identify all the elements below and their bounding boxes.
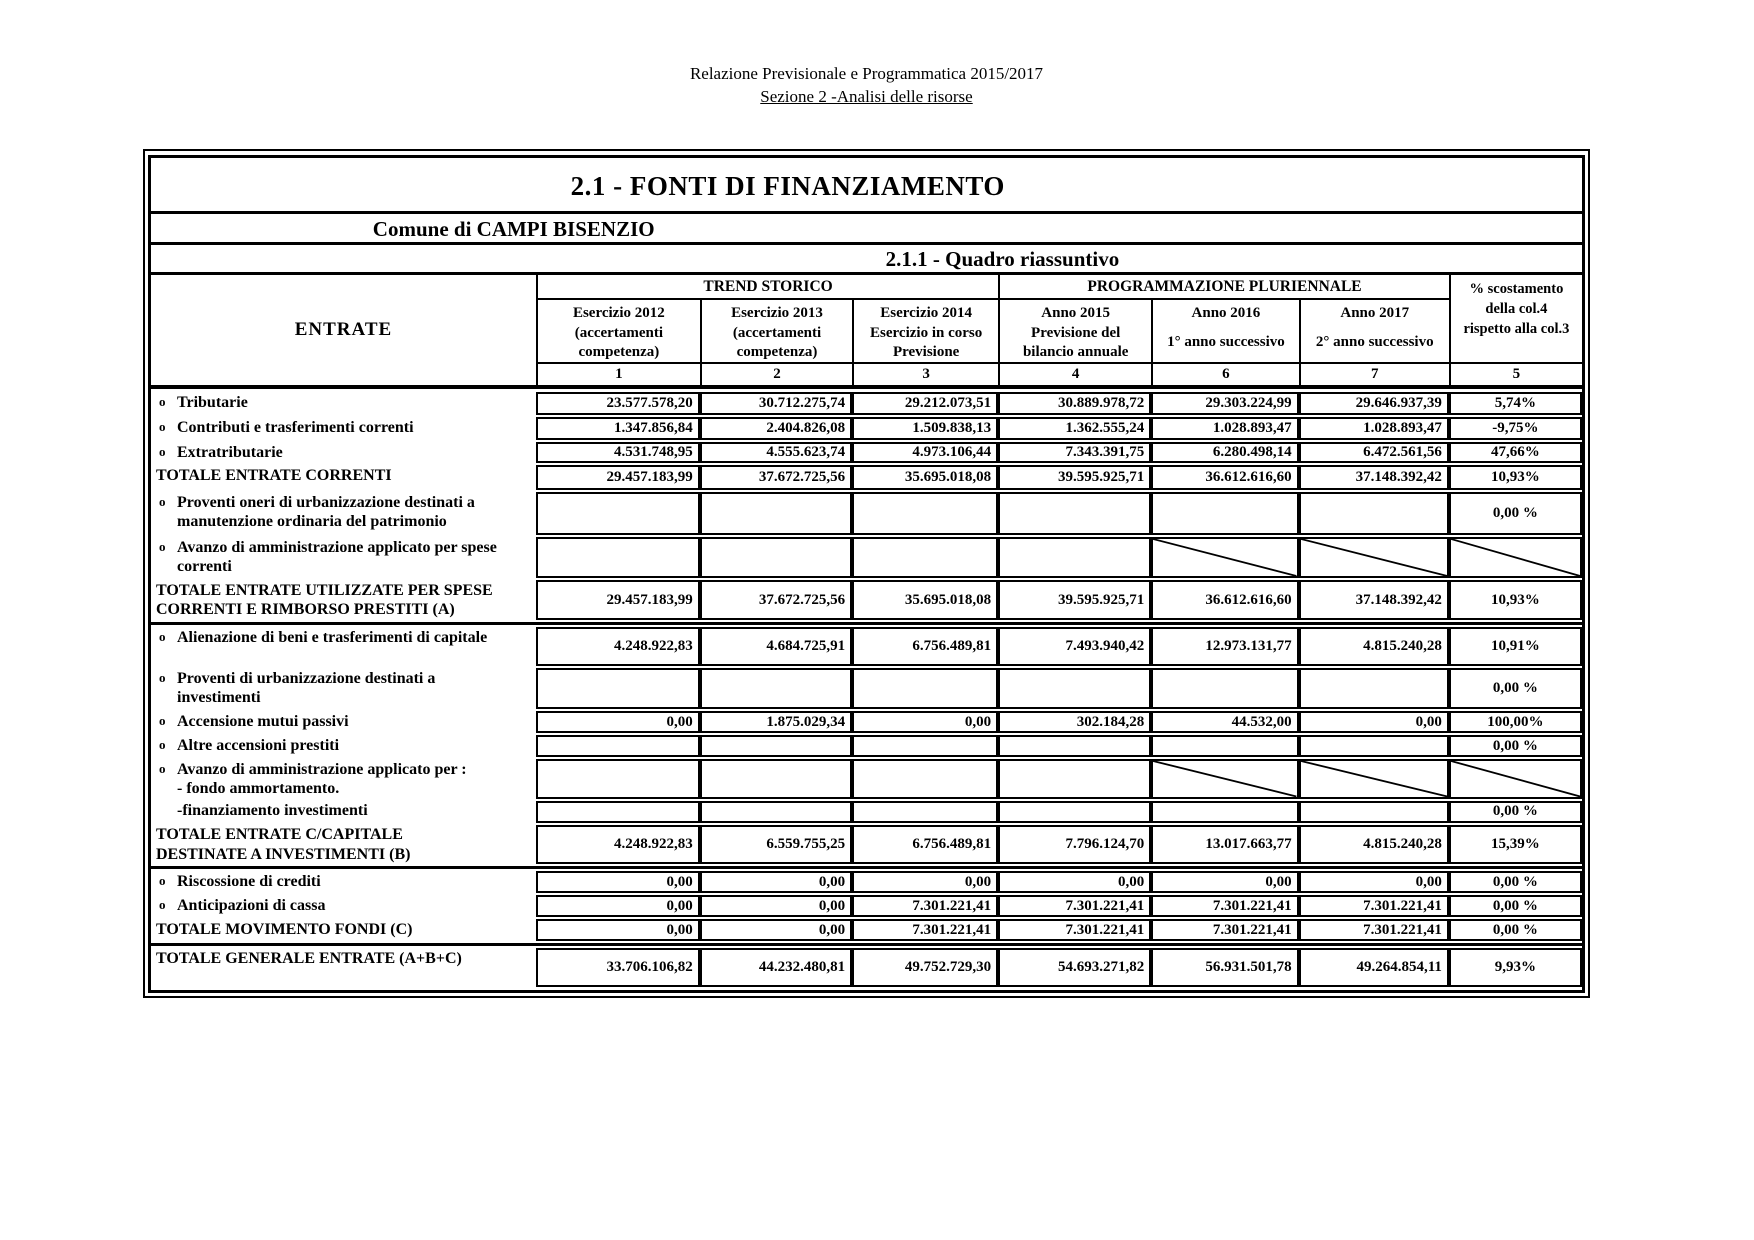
row-label-line: TOTALE ENTRATE CORRENTI: [156, 466, 392, 484]
table-row: [151, 465, 1582, 490]
cell-value: 37.148.392,42: [1299, 465, 1449, 490]
cell-value: 0,00: [700, 871, 852, 893]
row-label: [151, 919, 536, 941]
cell-value: 7.301.221,41: [1299, 919, 1449, 941]
column-header: [1151, 300, 1298, 364]
row-label-line: manutenzione ordinaria del patrimonio: [177, 513, 447, 530]
table-row: [151, 392, 1582, 415]
cell-percent: 0,00 %: [1449, 801, 1582, 823]
table-row: [151, 735, 1582, 757]
cell-value: 0,00: [536, 711, 700, 733]
section-title: 2.1.1 - Quadro riassuntivo: [151, 245, 1582, 275]
cell-value: 35.695.018,08: [852, 465, 998, 490]
cell-value: 1.028.893,47: [1151, 417, 1298, 440]
cell-value: 7.301.221,41: [852, 895, 998, 917]
row-label-line: Accensione mutui passivi: [177, 712, 349, 730]
row-label-line: investimenti: [177, 689, 261, 706]
bullet-icon: o: [159, 444, 166, 459]
row-label: [151, 711, 536, 733]
table-row: [151, 417, 1582, 440]
cell-percent: 47,66%: [1449, 442, 1582, 463]
cell-value: [852, 668, 998, 709]
row-label-text: [156, 919, 412, 939]
cell-percent: 0,00 %: [1449, 735, 1582, 757]
pct-header-line: rispetto alla col.3: [1463, 321, 1570, 337]
row-label: [151, 871, 536, 893]
column-header: [852, 300, 998, 364]
column-header-title: Esercizio 2012: [572, 305, 665, 321]
cell-value: 49.752.729,30: [852, 948, 998, 987]
row-label-text: [177, 417, 414, 437]
column-header-sub: [733, 324, 821, 362]
cell-value: 4.684.725,91: [700, 627, 852, 666]
cell-percent: -9,75%: [1449, 417, 1582, 440]
column-number: 7: [1299, 364, 1449, 385]
table-row: [151, 537, 1582, 578]
row-label-line: Extratributarie: [177, 443, 283, 461]
trend-storico-group-header: TREND STORICO: [536, 275, 998, 300]
table-row: [151, 871, 1582, 893]
cell-value: 7.301.221,41: [852, 919, 998, 941]
cell-value: 7.301.221,41: [1151, 895, 1298, 917]
table-row: [151, 442, 1582, 463]
bullet-icon: o: [159, 897, 166, 912]
cell-value: 7.301.221,41: [998, 895, 1151, 917]
cell-value: 36.612.616,60: [1151, 465, 1298, 490]
row-label-line: Proventi di urbanizzazione destinati a: [177, 669, 436, 687]
row-label-text: [177, 711, 349, 731]
cell-value: [536, 759, 700, 799]
bullet-icon: o: [159, 761, 166, 776]
row-label: [151, 759, 536, 799]
cell-value: 7.796.124,70: [998, 825, 1151, 865]
page-header: [143, 62, 1590, 108]
row-label: [151, 825, 536, 865]
row-label-line: TOTALE ENTRATE UTILIZZATE PER SPESE: [156, 581, 493, 599]
column-header-title: Esercizio 2014: [880, 305, 973, 321]
cell-value: 39.595.925,71: [998, 580, 1151, 620]
cell-value: 6.472.561,56: [1299, 442, 1449, 463]
cell-value: [536, 668, 700, 709]
cell-value: [998, 735, 1151, 757]
cell-value: 30.712.275,74: [700, 392, 852, 415]
bullet-icon: o: [159, 713, 166, 728]
cell-value: 36.612.616,60: [1151, 580, 1298, 620]
bullet-icon: o: [159, 873, 166, 888]
column-header-sub: [870, 324, 982, 362]
row-label-line: Tributarie: [177, 393, 248, 411]
cell-value: 0,00: [536, 871, 700, 893]
municipality-subtitle: Comune di CAMPI BISENZIO: [151, 214, 1582, 245]
cell-percent: [1449, 759, 1582, 799]
page-header-line2: Sezione 2 -Analisi delle risorse: [760, 87, 973, 106]
cell-value: 0,00: [1299, 871, 1449, 893]
column-header-sub-line: competenza): [736, 343, 818, 360]
cell-percent: 9,93%: [1449, 948, 1582, 987]
row-label-line: TOTALE ENTRATE C/CAPITALE: [156, 826, 403, 843]
row-label-line: Contributi e trasferimenti correnti: [177, 418, 414, 436]
table-row: [151, 580, 1582, 625]
cell-value: [1299, 759, 1449, 799]
cell-value: 1.875.029,34: [700, 711, 852, 733]
cell-value: 29.646.937,39: [1299, 392, 1449, 415]
table-row: [151, 759, 1582, 799]
cell-value: [1151, 735, 1298, 757]
row-label-text: [156, 948, 462, 968]
cell-value: [998, 537, 1151, 578]
cell-value: [998, 759, 1151, 799]
cell-value: 23.577.578,20: [536, 392, 700, 415]
cell-value: [1299, 735, 1449, 757]
cell-value: [852, 801, 998, 823]
cell-value: [536, 492, 700, 535]
cell-percent: 15,39%: [1449, 825, 1582, 865]
cell-value: [700, 492, 852, 535]
cell-value: 1.028.893,47: [1299, 417, 1449, 440]
column-header-sub-line: Esercizio in corso: [870, 324, 983, 341]
row-label-text: [156, 580, 493, 620]
row-label: [151, 417, 536, 440]
row-label-text: [177, 492, 475, 532]
row-label: [151, 627, 536, 666]
cell-value: [700, 668, 852, 709]
pct-deviation-header: [1449, 275, 1582, 364]
cell-value: [1151, 759, 1298, 799]
row-label-text: [177, 735, 339, 755]
pct-header-line: della col.4: [1485, 301, 1548, 317]
table-header: [151, 275, 1582, 389]
diagonal-strike: [1451, 539, 1580, 576]
cell-value: 29.457.183,99: [536, 580, 700, 620]
cell-value: [998, 492, 1151, 535]
cell-value: [1151, 492, 1298, 535]
pct-header-line: % scostamento: [1469, 281, 1564, 297]
row-label: [151, 392, 536, 415]
column-header-title: Anno 2015: [1041, 305, 1111, 321]
cell-value: 7.301.221,41: [1151, 919, 1298, 941]
cell-value: [998, 801, 1151, 823]
table-row: [151, 492, 1582, 535]
cell-value: 7.301.221,41: [1299, 895, 1449, 917]
cell-value: 6.756.489,81: [852, 825, 998, 865]
table-row: [151, 668, 1582, 709]
cell-percent: 0,00 %: [1449, 919, 1582, 941]
cell-value: 44.232.480,81: [700, 948, 852, 987]
column-number: 2: [700, 364, 852, 385]
row-label-line: Anticipazioni di cassa: [177, 896, 326, 914]
row-label-text: [156, 465, 392, 485]
column-header: [700, 300, 852, 364]
diagonal-strike: [1153, 539, 1296, 576]
cell-value: [700, 537, 852, 578]
row-label: [151, 580, 536, 620]
row-label: [151, 492, 536, 535]
table-title: 2.1 - FONTI DI FINANZIAMENTO: [151, 158, 1582, 214]
diagonal-strike: [1451, 761, 1580, 797]
bullet-icon: o: [159, 419, 166, 434]
cell-value: 33.706.106,82: [536, 948, 700, 987]
cell-value: 29.303.224,99: [1151, 392, 1298, 415]
cell-value: 4.973.106,44: [852, 442, 998, 463]
cell-value: 30.889.978,72: [998, 392, 1151, 415]
row-label: [151, 442, 536, 463]
cell-value: [536, 735, 700, 757]
diagonal-strike: [1301, 761, 1447, 797]
cell-value: [852, 759, 998, 799]
cell-value: 7.493.940,42: [998, 627, 1151, 666]
row-label: [151, 465, 536, 490]
column-number: 3: [852, 364, 998, 385]
row-label-text: [177, 801, 368, 821]
table-outer-frame: [143, 149, 1590, 998]
row-label: [151, 537, 536, 578]
cell-value: [1151, 668, 1298, 709]
cell-percent: 0,00 %: [1449, 871, 1582, 893]
cell-value: 2.404.826,08: [700, 417, 852, 440]
cell-value: 54.693.271,82: [998, 948, 1151, 987]
column-header-sub: [1316, 333, 1434, 352]
row-label-text: [177, 442, 283, 462]
column-header-sub-line: Previsione del: [1031, 324, 1121, 341]
cell-value: [852, 492, 998, 535]
cell-value: 37.672.725,56: [700, 580, 852, 620]
cell-value: 1.509.838,13: [852, 417, 998, 440]
cell-value: 6.559.755,25: [700, 825, 852, 865]
row-label-text: [177, 759, 467, 799]
row-label-text: [177, 871, 321, 891]
page-header-line1: Relazione Previsionale e Programmatica 2015/2017: [689, 64, 1044, 83]
table-row: [151, 627, 1582, 666]
row-label: [151, 801, 536, 823]
row-label: [151, 895, 536, 917]
cell-value: 0,00: [536, 895, 700, 917]
row-label-text: [177, 537, 497, 577]
cell-value: [700, 801, 852, 823]
row-label-line: Avanzo di amministrazione applicato per spese: [177, 538, 497, 556]
cell-value: [852, 537, 998, 578]
row-label-line: Proventi oneri di urbanizzazione destinati a: [177, 493, 475, 511]
bullet-icon: o: [159, 494, 166, 509]
column-header-title: Esercizio 2013: [731, 305, 823, 321]
cell-value: [852, 735, 998, 757]
row-label-text: [156, 825, 410, 865]
column-header-sub-line: (accertamenti: [732, 324, 822, 341]
cell-value: 7.301.221,41: [998, 919, 1151, 941]
table-row: [151, 801, 1582, 823]
cell-percent: 10,93%: [1449, 465, 1582, 490]
column-header-sub: [1167, 333, 1285, 352]
cell-value: 39.595.925,71: [998, 465, 1151, 490]
column-header-sub-line: Previsione: [892, 343, 960, 360]
bullet-icon: o: [159, 737, 166, 752]
cell-percent: 0,00 %: [1449, 492, 1582, 535]
cell-value: 12.973.131,77: [1151, 627, 1298, 666]
cell-value: 44.532,00: [1151, 711, 1298, 733]
column-header-title: Anno 2017: [1340, 305, 1410, 321]
row-label: [151, 668, 536, 709]
column-header-sub-line: 2° anno successivo: [1315, 334, 1434, 350]
cell-value: [1299, 492, 1449, 535]
cell-value: [1299, 801, 1449, 823]
cell-percent: 100,00%: [1449, 711, 1582, 733]
column-number: 4: [998, 364, 1151, 385]
cell-value: 0,00: [1151, 871, 1298, 893]
column-header-sub-line: competenza): [578, 343, 660, 360]
bullet-icon: o: [159, 670, 166, 685]
column-header-sub-line: (accertamenti: [574, 324, 663, 341]
table-row: [151, 825, 1582, 870]
cell-value: 1.362.555,24: [998, 417, 1151, 440]
cell-value: 7.343.391,75: [998, 442, 1151, 463]
column-header-sub-line: 1° anno successivo: [1167, 334, 1285, 350]
row-label-line: Alienazione di beni e trasferimenti di capitale: [177, 628, 488, 646]
cell-value: 49.264.854,11: [1299, 948, 1449, 987]
row-label-line: DESTINATE A INVESTIMENTI (B): [156, 845, 411, 863]
cell-value: [700, 735, 852, 757]
cell-percent: [1449, 537, 1582, 578]
cell-value: 37.148.392,42: [1299, 580, 1449, 620]
cell-value: 4.531.748,95: [536, 442, 700, 463]
column-number: 6: [1151, 364, 1298, 385]
table-row: [151, 948, 1582, 987]
row-label-line: Avanzo di amministrazione applicato per :: [177, 760, 467, 778]
cell-value: 0,00: [700, 895, 852, 917]
cell-value: [1151, 537, 1298, 578]
diagonal-strike: [1153, 761, 1296, 797]
cell-value: 4.555.623,74: [700, 442, 852, 463]
cell-value: [998, 668, 1151, 709]
column-number: 5: [1449, 364, 1582, 385]
cell-value: [536, 801, 700, 823]
row-label-line: TOTALE GENERALE ENTRATE (A+B+C): [156, 949, 462, 967]
cell-value: 1.347.856,84: [536, 417, 700, 440]
cell-value: 35.695.018,08: [852, 580, 998, 620]
column-header: [998, 300, 1151, 364]
cell-value: 4.248.922,83: [536, 627, 700, 666]
column-header-sub-line: bilancio annuale: [1022, 343, 1129, 360]
cell-value: 6.280.498,14: [1151, 442, 1298, 463]
cell-value: 0,00: [998, 871, 1151, 893]
bullet-icon: o: [159, 539, 166, 554]
cell-value: 0,00: [852, 871, 998, 893]
column-header: [536, 300, 700, 364]
cell-value: [536, 537, 700, 578]
cell-percent: 10,91%: [1449, 627, 1582, 666]
cell-value: 56.931.501,78: [1151, 948, 1298, 987]
table-row: [151, 895, 1582, 917]
row-label-line: Riscossione di crediti: [177, 872, 321, 890]
cell-value: 0,00: [852, 711, 998, 733]
cell-value: [1299, 668, 1449, 709]
column-header-sub: [575, 324, 663, 362]
bullet-icon: o: [159, 629, 166, 644]
cell-value: 4.815.240,28: [1299, 627, 1449, 666]
cell-value: 0,00: [700, 919, 852, 941]
cell-percent: 5,74%: [1449, 392, 1582, 415]
row-label-line: -finanziamento investimenti: [177, 802, 368, 819]
cell-value: [1151, 801, 1298, 823]
cell-value: 302.184,28: [998, 711, 1151, 733]
row-label: [151, 735, 536, 757]
cell-value: 0,00: [1299, 711, 1449, 733]
column-header-title: Anno 2016: [1191, 305, 1261, 321]
cell-value: 37.672.725,56: [700, 465, 852, 490]
table-body: [151, 389, 1582, 990]
cell-value: 4.248.922,83: [536, 825, 700, 865]
row-label-line: CORRENTI E RIMBORSO PRESTITI (A): [156, 601, 455, 618]
row-label: [151, 948, 536, 987]
programmazione-group-header: PROGRAMMAZIONE PLURIENNALE: [998, 275, 1449, 300]
cell-percent: 10,93%: [1449, 580, 1582, 620]
cell-percent: 0,00 %: [1449, 668, 1582, 709]
cell-value: 29.212.073,51: [852, 392, 998, 415]
cell-value: 4.815.240,28: [1299, 825, 1449, 865]
cell-value: 0,00: [536, 919, 700, 941]
table-row: [151, 711, 1582, 733]
cell-value: 13.017.663,77: [1151, 825, 1298, 865]
row-label-text: [177, 627, 487, 647]
cell-value: [1299, 537, 1449, 578]
cell-value: [700, 759, 852, 799]
diagonal-strike: [1301, 539, 1447, 576]
row-label-line: Altre accensioni prestiti: [177, 736, 340, 754]
row-label-line: correnti: [177, 558, 232, 575]
cell-value: 29.457.183,99: [536, 465, 700, 490]
bullet-icon: o: [159, 394, 166, 409]
table-row: [151, 919, 1582, 946]
row-label-line: TOTALE MOVIMENTO FONDI (C): [156, 920, 413, 938]
row-label-text: [177, 895, 325, 915]
financing-sources-table: [148, 155, 1585, 993]
row-label-text: [177, 668, 435, 708]
column-header-sub: [1023, 324, 1128, 362]
entrate-column-header: ENTRATE: [294, 319, 393, 340]
column-header: [1299, 300, 1449, 364]
cell-percent: 0,00 %: [1449, 895, 1582, 917]
row-label-text: [177, 392, 248, 412]
cell-value: 6.756.489,81: [852, 627, 998, 666]
column-number: 1: [536, 364, 700, 385]
row-label-line: - fondo ammortamento.: [177, 780, 340, 797]
